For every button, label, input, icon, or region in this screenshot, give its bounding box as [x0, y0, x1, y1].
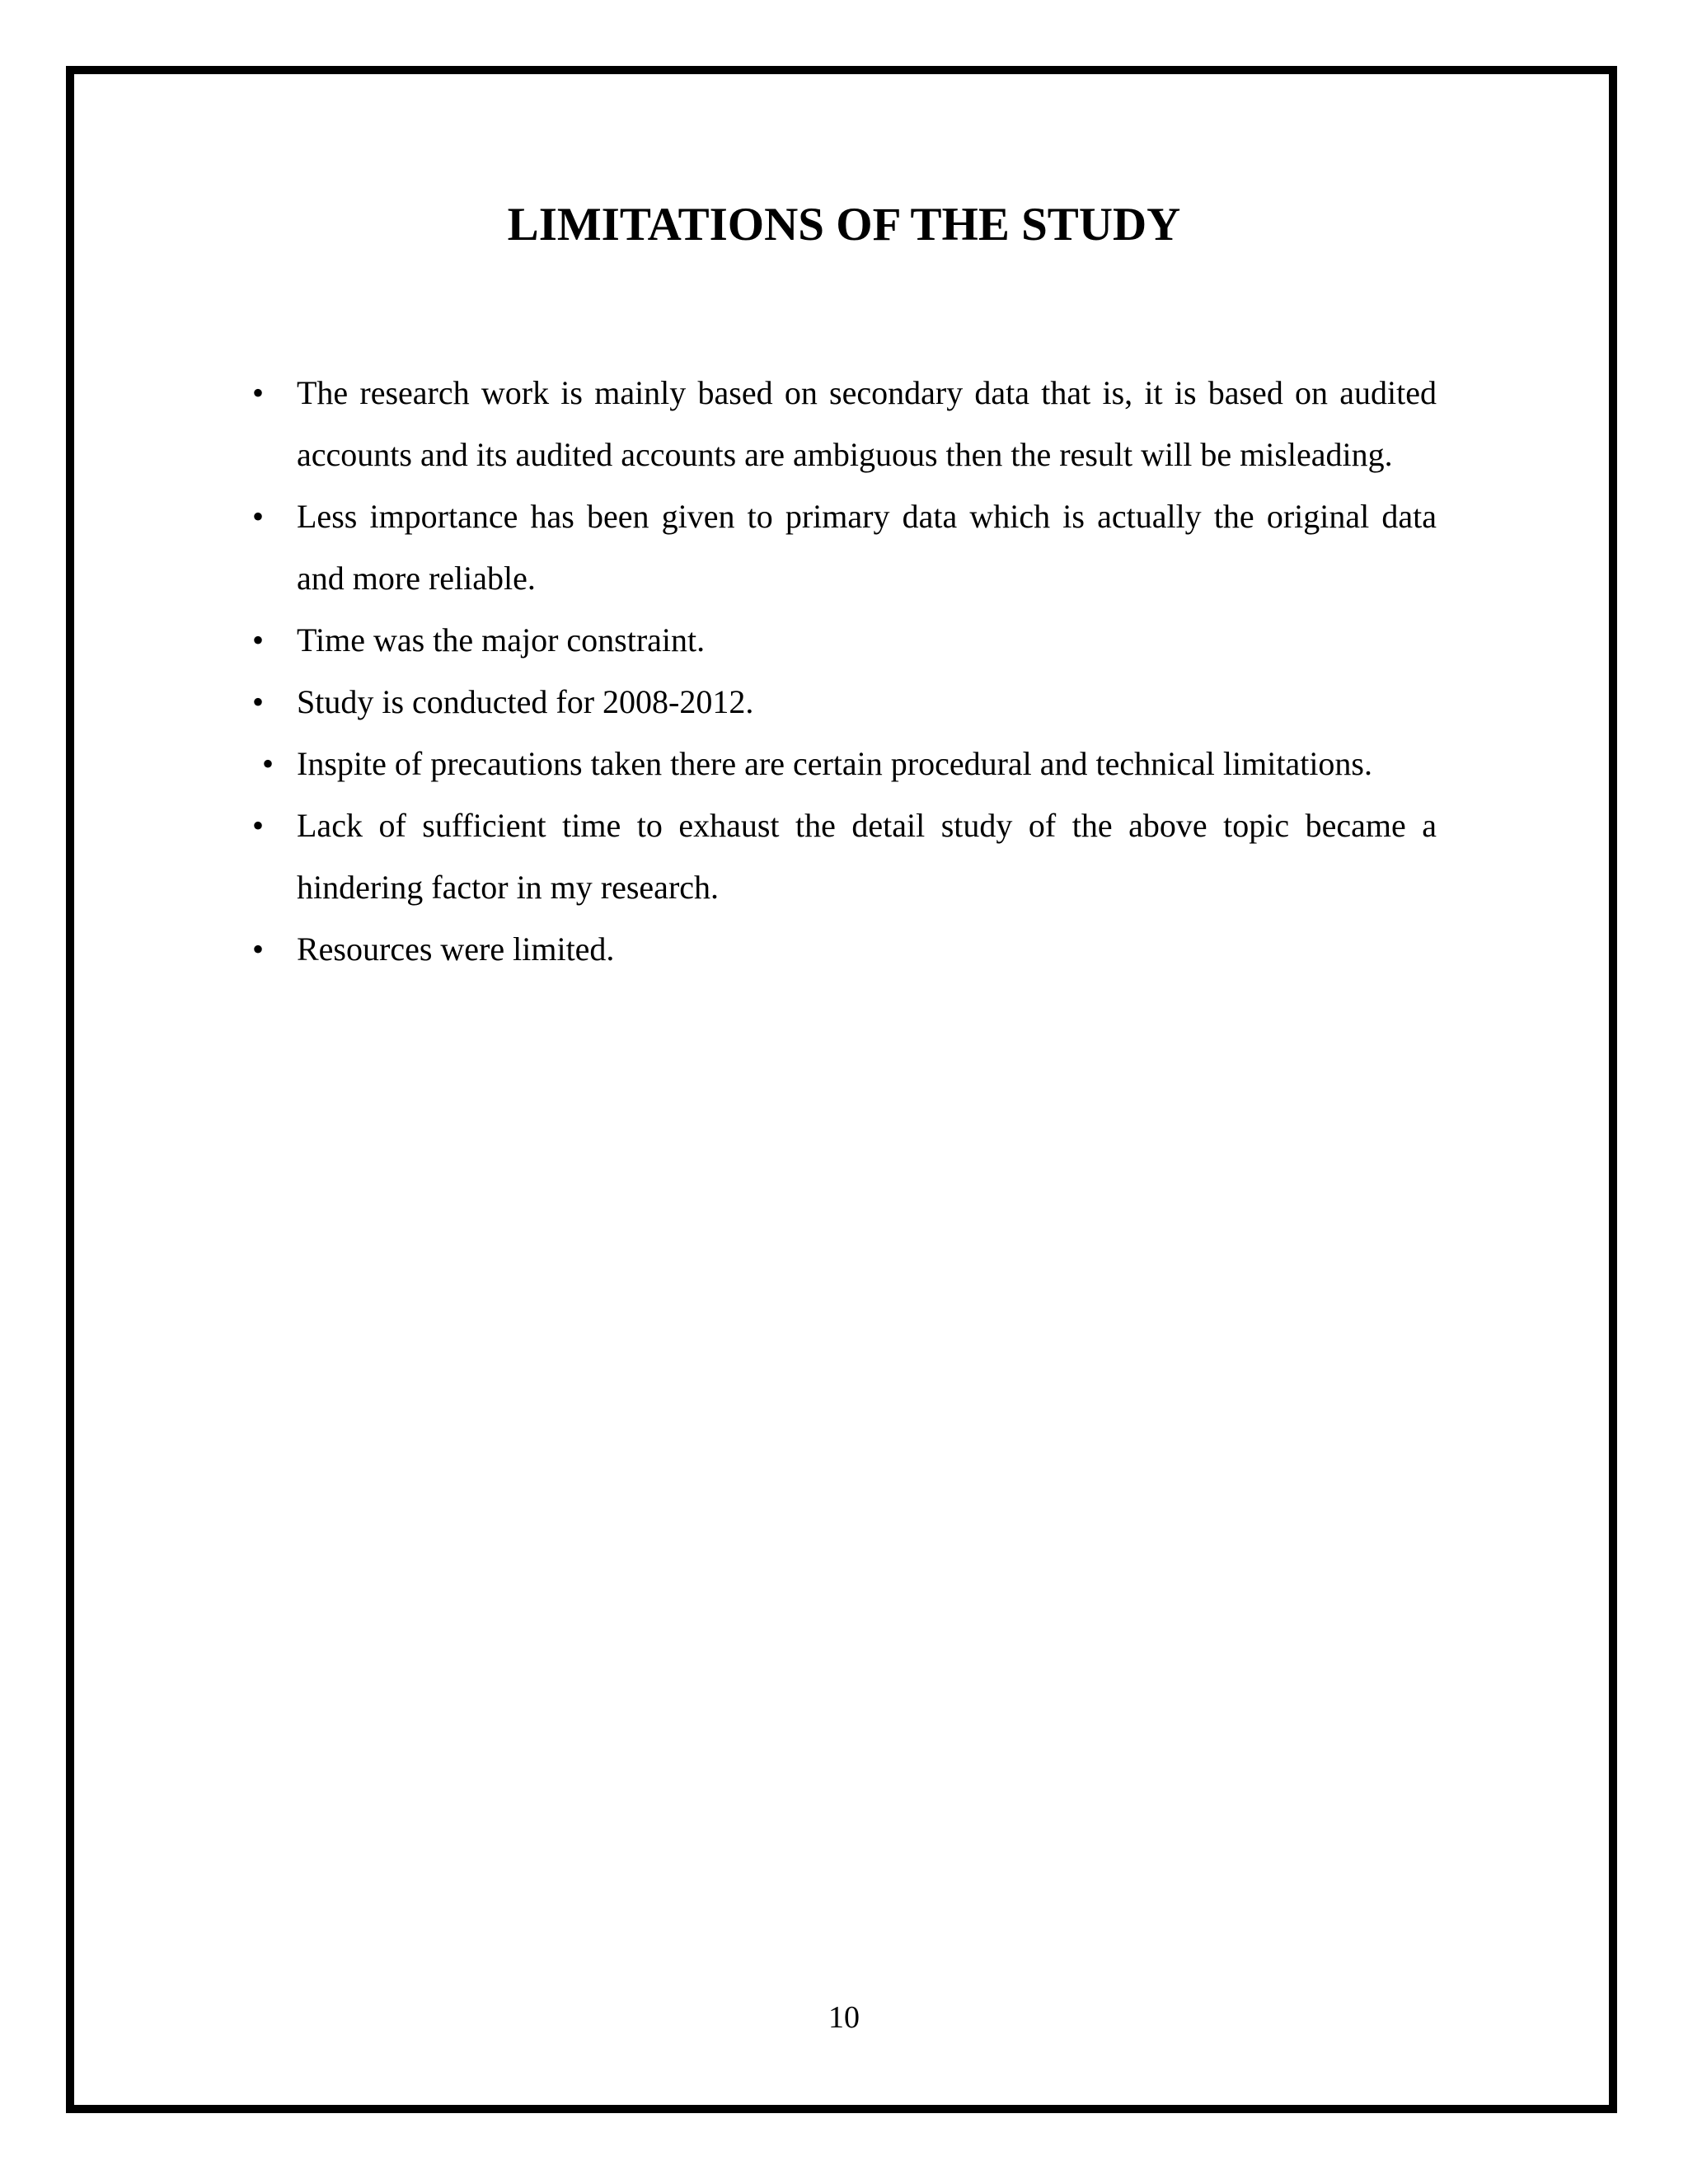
list-item [252, 918, 1437, 980]
list-item-text: Time was the major constraint. [297, 621, 706, 658]
list-item-text: Inspite of precautions taken there are certain procedural and technical limitations. [297, 745, 1372, 782]
list-item-text: The research work is mainly based on secondary data that is, it is based on audited accounts and its audited accounts are ambiguous then the result will be misleading. [297, 374, 1437, 473]
bullet-icon: • [252, 807, 265, 844]
list-item [262, 733, 1437, 794]
limitations-list [252, 362, 1437, 980]
bullet-icon: • [252, 930, 265, 968]
list-item [252, 794, 1437, 918]
bullet-icon: • [252, 498, 265, 535]
list-item-text: Resources were limited. [297, 930, 615, 968]
page-title: LIMITATIONS OF THE STUDY [507, 199, 1181, 251]
list-item [252, 671, 1437, 733]
page-number: 10 [828, 2000, 860, 2035]
list-item [252, 362, 1437, 485]
list-item [252, 485, 1437, 609]
bullet-icon: • [252, 621, 265, 658]
list-item [252, 609, 1437, 671]
list-item-text: Less importance has been given to primary data which is actually the original data and more reliable. [297, 498, 1437, 597]
list-item-text: Study is conducted for 2008-2012. [297, 683, 754, 720]
list-item-text: Lack of sufficient time to exhaust the detail study of the above topic became a hindering factor in my research. [297, 807, 1437, 906]
bullet-icon: • [262, 745, 274, 782]
bullet-icon: • [252, 374, 265, 411]
bullet-icon: • [252, 683, 265, 720]
